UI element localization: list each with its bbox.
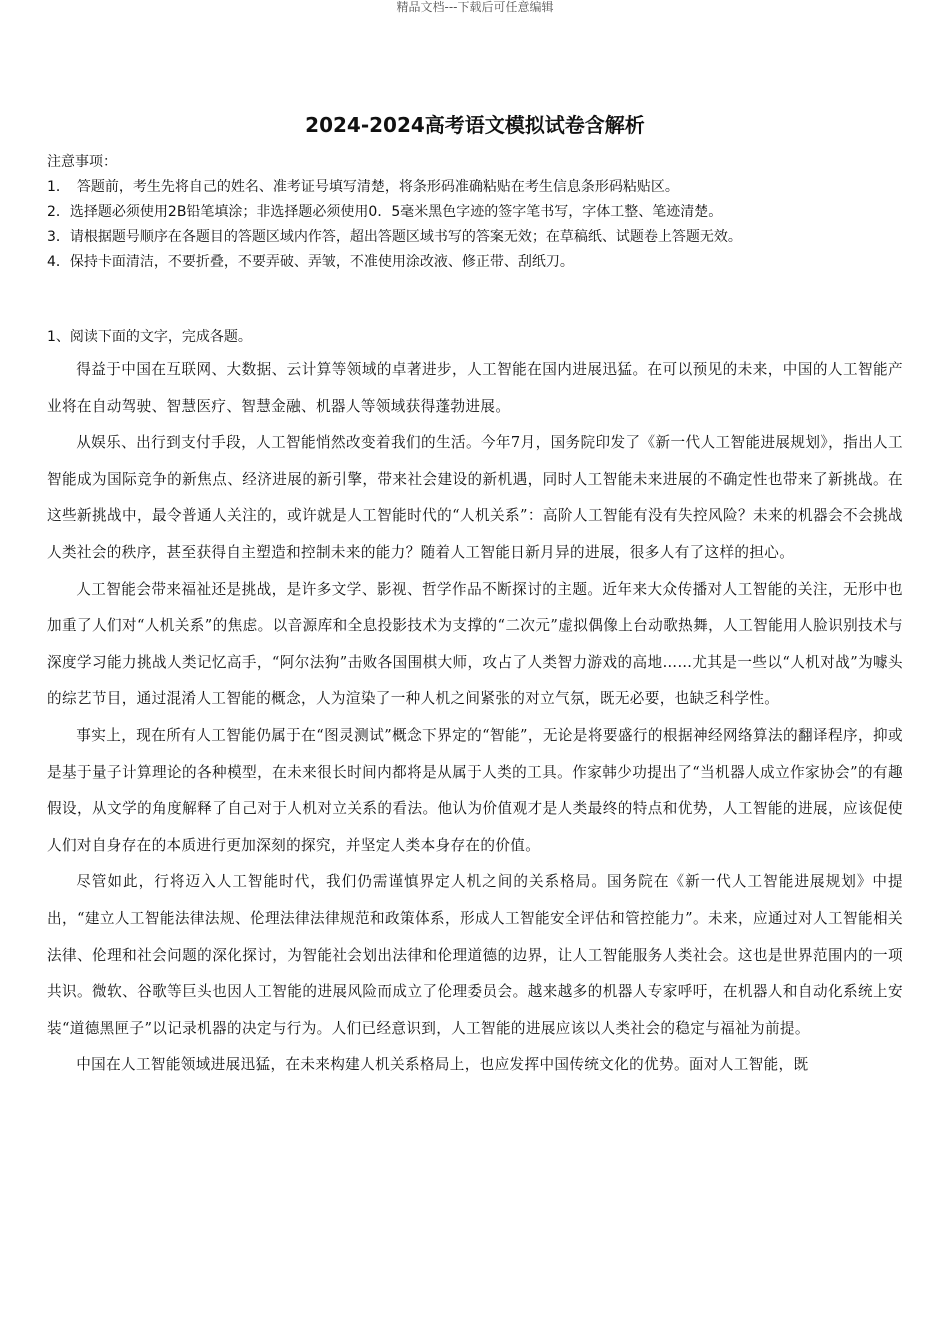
document-title: 2024-2024高考语文模拟试卷含解析 [305, 113, 645, 137]
notice-item: 3．请根据题号顺序在各题目的答题区域内作答，超出答题区域书写的答案无效；在草稿纸、试题卷上答题无效。 [47, 229, 742, 245]
passage-paragraph: 得益于中国在互联网、大数据、云计算等领域的卓著进步，人工智能在国内进展迅猛。在可以预见的未来，中国的人工智能产业将在自动驾驶、智慧医疗、智慧金融、机器人等领域获得蓬勃进展。 [47, 361, 903, 415]
passage-paragraph: 中国在人工智能领域进展迅猛，在未来构建人机关系格局上，也应发挥中国传统文化的优势。面对人工智能，既 [76, 1056, 809, 1074]
notice-item: 2．选择题必须使用2B铅笔填涂；非选择题必须使用0．5毫米黑色字迹的签字笔书写，字体工整、笔迹清楚。 [47, 204, 723, 220]
passage-paragraph: 从娱乐、出行到支付手段，人工智能悄然改变着我们的生活。今年7月，国务院印发了《新一代人工智能进展规划》，指出人工智能成为国际竞争的新焦点、经济进展的新引擎，带来社会建设的新机遇，同时人工智能未来进展的不确定性也带来了新挑战。在这些新挑战中，最令普通人关注的，或许就是人工智能时代的“人机关系”：高阶人工智能有没有失控风险？未来的机器会不会挑战人类社会的秩序，甚至获得自主塑造和控制未来的能力？随着人工智能日新月异的进展，很多人有了这样的担心。 [47, 434, 903, 561]
notice-heading: 注意事项： [47, 154, 117, 170]
header-note: 精品文档---下载后可任意编辑 [396, 0, 554, 14]
reading-passage [47, 352, 903, 1084]
passage-paragraph: 尽管如此，行将迈入人工智能时代，我们仍需谨慎界定人机之间的关系格局。国务院在《新一代人工智能进展规划》中提出，“建立人工智能法律法规、伦理法律法律规范和政策体系，形成人工智能安全评估和管控能力”。未来，应通过对人工智能相关法律、伦理和社会问题的深化探讨，为智能社会划出法律和伦理道德的边界，让人工智能服务人类社会。这也是世界范围内的一项共识。微软、谷歌等巨头也因人工智能的进展风险而成立了伦理委员会。越来越多的机器人专家呼吁，在机器人和自动化系统上安装“道德黑匣子”以记录机器的决定与行为。人们已经意识到，人工智能的进展应该以人类社会的稳定与福祉为前提。 [47, 873, 903, 1037]
passage-paragraph: 人工智能会带来福祉还是挑战，是许多文学、影视、哲学作品不断探讨的主题。近年来大众传播对人工智能的关注，无形中也加重了人们对“人机关系”的焦虑。以音源库和全息投影技术为支撑的“二次元”虚拟偶像上台动歌热舞，人工智能用人脸识别技术与深度学习能力挑战人类记忆高手，“阿尔法狗”击败各国围棋大师，攻占了人类智力游戏的高地……尤其是一些以“人机对战”为噱头的综艺节目，通过混淆人工智能的概念，人为渲染了一种人机之间紧张的对立气氛，既无必要，也缺乏科学性。 [47, 580, 903, 708]
notice-item: 4．保持卡面清洁，不要折叠，不要弄破、弄皱，不准使用涂改液、修正带、刮纸刀。 [47, 254, 574, 270]
notice-item: 1． 答题前，考生先将自己的姓名、准考证号填写清楚，将条形码准确粘贴在考生信息条形码粘贴区。 [47, 179, 679, 195]
question-title: 1、阅读下面的文字，完成各题。 [47, 329, 252, 345]
notice-section [47, 150, 907, 275]
passage-paragraph: 事实上，现在所有人工智能仍属于在“图灵测试”概念下界定的“智能”，无论是将要盛行的根据神经网络算法的翻译程序，抑或是基于量子计算理论的各种模型，在未来很长时间内都将是从属于人类的工具。作家韩少功提出了“当机器人成立作家协会”的有趣假设，从文学的角度解释了自己对于人机对立关系的看法。他认为价值观才是人类最终的特点和优势，人工智能的进展，应该促使人们对自身存在的本质进行更加深刻的探究，并坚定人类本身存在的价值。 [47, 726, 903, 854]
